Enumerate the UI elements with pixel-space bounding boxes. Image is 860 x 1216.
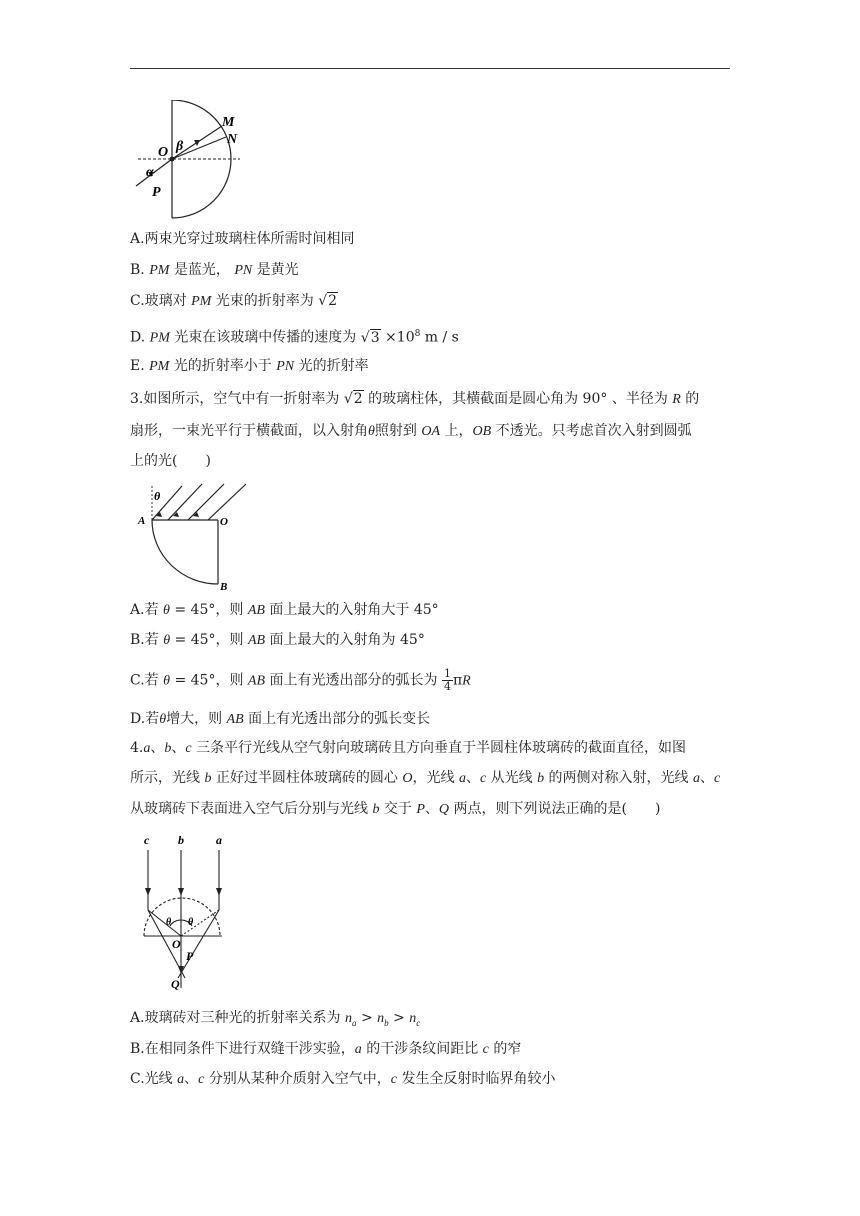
q3-stem-line3: 上的光( ) <box>130 453 211 469</box>
label-b: b <box>178 833 184 847</box>
label-P: P <box>186 949 194 963</box>
q4-stem-line3: 从玻璃砖下表面进入空气后分别与光线 b 交于 P、Q 两点，则下列说法正确的是( ) <box>130 801 661 817</box>
figure-sector <box>130 478 260 594</box>
label-B: B <box>220 581 228 593</box>
label-P: P <box>152 185 161 200</box>
q3-stem-line2: 扇形，一束光平行于横截面，以入射角θ照射到 OA 上，OB 不透光。只考虑首次入射到圆弧 <box>130 423 692 439</box>
q4-stem-line2: 所示，光线 b 正好过半圆柱体玻璃砖的圆心 O，光线 a、c 从光线 b 的两侧对称入射，光线 a、c <box>130 770 721 786</box>
label-M: M <box>222 115 235 130</box>
q4-stem-line1: 4.a、b、c 三条平行光线从空气射向玻璃砖且方向垂直于半圆柱体玻璃砖的截面直径，如图 <box>130 740 687 756</box>
q2-option-d: D. PM 光束在该玻璃中传播的速度为 $√3 \times 10^8$ m / s <box>130 329 459 346</box>
label-O: O <box>172 937 181 951</box>
label-O: O <box>158 145 169 160</box>
header-rule <box>130 68 730 69</box>
figure-semicircle-beams <box>130 100 260 224</box>
label-A: A <box>138 515 146 527</box>
q4-option-b: B.在相同条件下进行双缝干涉实验，a 的干涉条纹间距比 c 的窄 <box>130 1041 522 1057</box>
q3-option-c: C.若 θ = 45°，则 AB 面上有光透出部分的弧长为 $\frac{1}{4}$ πR <box>130 667 471 693</box>
q4-option-a: A.玻璃砖对三种光的折射率关系为 $n_a > n_b > n_c$ <box>130 1010 421 1028</box>
q3-option-b: B.若 θ = 45°，则 AB 面上最大的入射角为 45° <box>130 632 425 648</box>
label-O: O <box>220 516 228 528</box>
q2-option-a: A.两束光穿过玻璃柱体所需时间相同 <box>130 231 355 247</box>
fraction: $\frac{1}{4}$ <box>443 667 451 693</box>
figure-glass-brick <box>130 830 240 992</box>
label-a: a <box>216 833 222 847</box>
q2-option-c: C.玻璃对 PM 光束的折射率为 √2 <box>130 293 338 309</box>
label-c: c <box>144 833 150 847</box>
label-N: N <box>227 132 238 147</box>
q2-option-b: B. PM 是蓝光， PN 是黄光 <box>130 262 299 278</box>
label-beta: β <box>176 139 184 154</box>
q3-stem-line1: 3.如图所示，空气中有一折射率为 √2 的玻璃柱体，其横截面是圆心角为 90° 、半径为 R 的 <box>130 391 700 407</box>
label-theta: θ <box>154 489 161 503</box>
q3-option-d: D.若θ增大，则 AB 面上有光透出部分的弧长变长 <box>130 711 431 727</box>
label-theta-right: θ <box>188 917 194 928</box>
label-theta-left: θ <box>166 917 172 928</box>
label-alpha: α <box>146 165 154 180</box>
q2-option-e: E. PM 光的折射率小于 PN 光的折射率 <box>130 358 369 374</box>
label-Q: Q <box>171 977 180 991</box>
q3-option-a: A.若 θ = 45°，则 AB 面上最大的入射角大于 45° <box>130 602 439 618</box>
q4-option-c: C.光线 a、c 分别从某种介质射入空气中，c 发生全反射时临界角较小 <box>130 1071 556 1087</box>
